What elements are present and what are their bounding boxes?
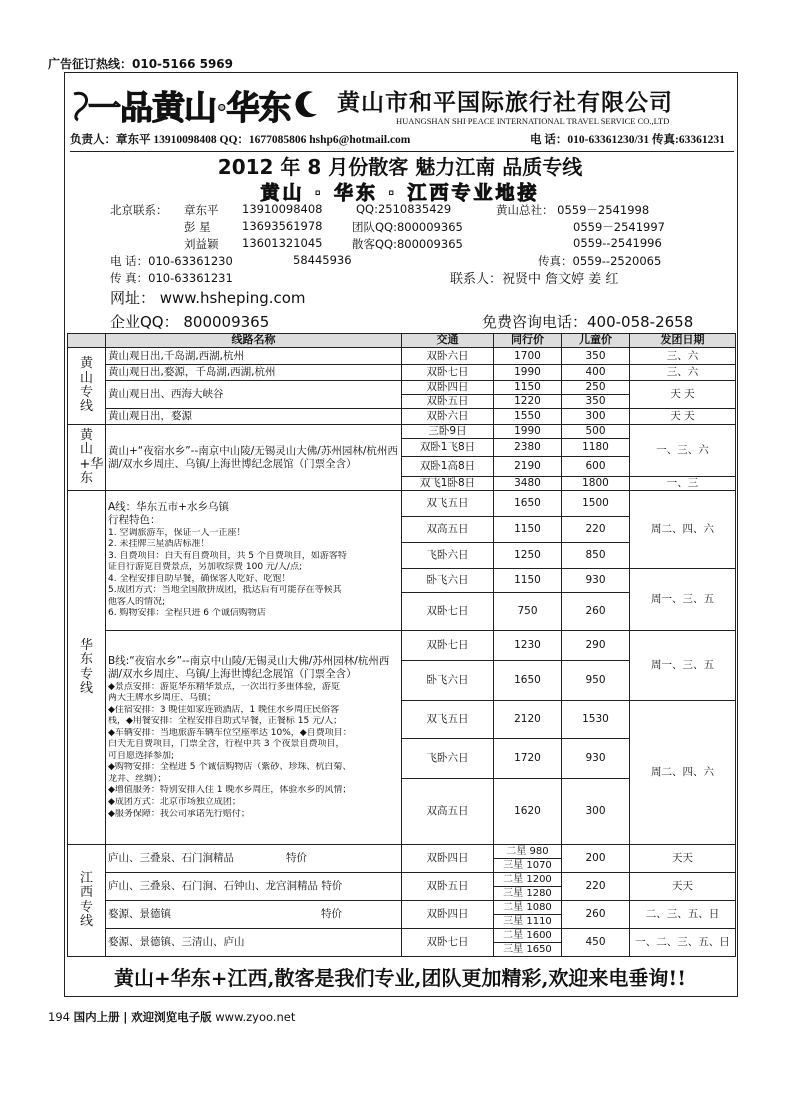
qq-main: QQ:2510835429: [356, 202, 452, 216]
dates: 天 天: [630, 409, 736, 425]
price: 2380: [494, 439, 562, 457]
traffic: 卧飞六日: [402, 569, 494, 593]
traffic: 飞卧六日: [402, 543, 494, 569]
logo-text: 一品黄山·华东: [88, 87, 291, 127]
price: 1620: [494, 779, 562, 845]
route-name: 黄山观日出、西海大峡谷: [106, 381, 402, 409]
price: 二星 1600: [494, 929, 562, 943]
table-row: [68, 348, 736, 365]
child-price: 300: [562, 409, 630, 425]
website: 网址： www.hsheping.com: [110, 289, 306, 307]
section-huangshan: 黄山专线: [68, 348, 106, 425]
contact-name: 章东平: [184, 203, 219, 217]
child-price: 930: [562, 739, 630, 779]
child-price: 450: [562, 929, 630, 957]
child-price: 400: [562, 365, 630, 381]
ad-hotline: 广告征订热线：010-5166 5969: [48, 57, 234, 71]
price: 1250: [494, 543, 562, 569]
table-row: [68, 631, 736, 661]
price: 2190: [494, 457, 562, 477]
contact-people: 联系人：祝贤中 詹文婷 姜 红: [450, 272, 619, 287]
price: 1720: [494, 739, 562, 779]
price: 3480: [494, 477, 562, 491]
child-price: 1180: [562, 439, 630, 457]
route-name: 庐山、三叠泉、石门涧、石钟山、龙宫洞精品 特价: [106, 873, 402, 901]
child-price: 220: [562, 873, 630, 901]
traffic: 双飞五日: [402, 491, 494, 517]
dates: 周二、四、六: [630, 491, 736, 569]
route-name: 婺源、景德镇、三清山、庐山: [106, 929, 402, 957]
child-price: 200: [562, 845, 630, 873]
child-price: 250: [562, 381, 630, 395]
table-row: [68, 381, 736, 395]
footer: [48, 1009, 295, 1025]
section-huangshan-huadong: 黄山+华东: [68, 425, 106, 491]
price: 1550: [494, 409, 562, 425]
traffic: 双卧七日: [402, 631, 494, 661]
free-hotline: 免费咨询电话：400-058-2658: [482, 313, 694, 331]
contact-bar: [70, 131, 734, 152]
table-row: [68, 409, 736, 425]
dates: 周一、三、五: [630, 569, 736, 631]
section-huadong: 华东专线: [68, 491, 106, 845]
price: 2120: [494, 701, 562, 739]
child-price: 1500: [562, 491, 630, 517]
contact-left: 负责人：章东平 13910098408 QQ：1677085806 hshp6@hotmail.com: [70, 134, 411, 146]
traffic: 双卧五日: [402, 395, 494, 409]
header-traffic: 交通: [402, 334, 494, 348]
dates: 周一、三、五: [630, 631, 736, 701]
price: 三星 1110: [494, 915, 562, 929]
price: 1230: [494, 631, 562, 661]
huangshan-phone-3: 0559--2541996: [573, 236, 662, 250]
dates: 天 天: [630, 381, 736, 409]
route-name: 婺源、景德镇 特价: [106, 901, 402, 929]
price: 二星 1200: [494, 873, 562, 887]
header-section: [68, 334, 106, 348]
traffic: 卧飞六日: [402, 661, 494, 701]
traffic: 双飞1卧8日: [402, 477, 494, 491]
fax-line: 传 真：010-63361231: [110, 271, 233, 285]
price: 1990: [494, 365, 562, 381]
a-line-details: A线：华东五市+水乡乌镇 行程特色： 1. 空调旅游车，保证一人一正座！ 2. 未挂牌三星酒店标准！ 3. 自费项目：白天有自费项目，共 5 个自费项目，如游客特 证自行游览自费景点，另加收综费 100 元/人/点; 4. 全程安排自助早餐，确保客人吃好、吃饱！ 5.成团方式：当地全国散拼成团，抵达后有可能存在等候其 他客人的情况; 6. 购物安排：全程只进 6 个诚信购物店: [106, 491, 402, 631]
footer-separator: |: [123, 1010, 128, 1024]
child-price: 930: [562, 569, 630, 593]
browse-text: 欢迎浏览电子版: [131, 1010, 212, 1024]
traffic: 双高五日: [402, 517, 494, 543]
table-header-row: [68, 334, 736, 348]
enterprise-qq: 企业QQ： 800009365: [110, 313, 270, 331]
table-row: [68, 929, 736, 943]
child-price: 300: [562, 779, 630, 845]
child-price: 260: [562, 901, 630, 929]
traffic: 双卧四日: [402, 901, 494, 929]
dates: 二、三、五、日: [630, 901, 736, 929]
route-name: 黄山观日出，婺源: [106, 409, 402, 425]
price: 二星 980: [494, 845, 562, 859]
tel-second: 58445936: [293, 253, 352, 267]
route-name: 黄山观日出,婺源，千岛湖,西湖,杭州: [106, 365, 402, 381]
price: 1150: [494, 381, 562, 395]
price: 三星 1070: [494, 859, 562, 873]
child-price: 1530: [562, 701, 630, 739]
traffic: 双卧六日: [402, 409, 494, 425]
company-english-name: HUANGSHAN SHI PEACE INTERNATIONAL TRAVEL SERVICE CO.,LTD: [396, 116, 670, 126]
child-price: 500: [562, 425, 630, 439]
section-name: 国内上册: [73, 1010, 120, 1024]
child-price: 260: [562, 593, 630, 631]
price: 1150: [494, 517, 562, 543]
company-name: 黄山市和平国际旅行社有限公司: [337, 89, 673, 116]
traffic: 双卧六日: [402, 348, 494, 365]
page-number: 194: [48, 1010, 70, 1024]
table-row: [68, 901, 736, 915]
route-name: 黄山+“夜宿水乡”--南京中山陵/无锡灵山大佛/苏州园林/杭州西湖/双水乡周庄、乌镇/上海世博纪念展馆（门票全含）: [106, 425, 402, 491]
traffic: 飞卧六日: [402, 739, 494, 779]
b-line-details: B线:“夜宿水乡”--南京中山陵/无锡灵山大佛/苏州园林/杭州西湖/双水乡周庄、乌镇/上海世博纪念展馆（门票全含） ◆景点安排：游览华东精华景点，一次出行多重体验，游览 两大王牌水乡周庄、乌镇； ◆住宿安排：3 晚住如家连锁酒店，1 晚住水乡周庄民俗客 栈，◆用餐安排：全程安排自助式早餐，正餐标 15 元/人； ◆车辆安排：当地旅游车辆车位空座率达 10%，◆自费项目： 白天无自费项目，门票全含，行程中共 3 个夜景自费项目， 可自愿选择参加; ◆购物安排：全程进 5 个诚信购物店（紫砂、珍珠、杭白菊、 龙井、丝绸）； ◆增值服务：特别安排入住 1 晚水乡周庄，体验水乡的风情； ◆成团方式：北京市场独立成团； ◆服务保障：我公司承诺先行赔付；: [106, 631, 402, 845]
dates: 天天: [630, 873, 736, 901]
tel-line: 电 话：010-63361230: [110, 254, 233, 268]
logo: [70, 83, 330, 127]
fax-huangshan: 传真：0559--2520065: [538, 254, 662, 268]
route-table: [67, 333, 736, 957]
table-row: [68, 365, 736, 381]
child-price: 850: [562, 543, 630, 569]
table-row: [68, 491, 736, 517]
traffic: 双卧七日: [402, 929, 494, 957]
traffic: 双卧1高8日: [402, 457, 494, 477]
dates: 一、三: [630, 477, 736, 491]
contact-phone: 13601321045: [242, 236, 323, 250]
subheadline: 黄山 · 华东 · 江西专业地接: [260, 182, 540, 204]
dates: 周二、四、六: [630, 701, 736, 845]
beijing-label: 北京联系：: [110, 203, 168, 217]
dates: 三、六: [630, 348, 736, 365]
traffic: 双卧七日: [402, 593, 494, 631]
dates: 一、三、六: [630, 425, 736, 477]
traffic: 双卧1飞8日: [402, 439, 494, 457]
traffic: 双卧七日: [402, 365, 494, 381]
traffic: 双卧四日: [402, 381, 494, 395]
child-price: 350: [562, 395, 630, 409]
child-price: 290: [562, 631, 630, 661]
price: 1650: [494, 661, 562, 701]
qq-group: 团队QQ:800009365: [352, 220, 463, 234]
traffic: 双飞五日: [402, 701, 494, 739]
dates: 一、二、三、五、日: [630, 929, 736, 957]
contact-name: 刘益颖: [184, 237, 219, 251]
dates: 三、六: [630, 365, 736, 381]
child-price: 1800: [562, 477, 630, 491]
logo-moon-icon: [291, 88, 321, 122]
price: 三星 1650: [494, 943, 562, 957]
header-dates: 发团日期: [630, 334, 736, 348]
huangshan-phone-2: 0559－2541997: [573, 220, 665, 234]
header-child-price: 儿童价: [562, 334, 630, 348]
child-price: 950: [562, 661, 630, 701]
price: 1990: [494, 425, 562, 439]
traffic: 双高五日: [402, 779, 494, 845]
traffic: 三卧9日: [402, 425, 494, 439]
contact-name: 彭 星: [184, 220, 211, 234]
price: 三星 1280: [494, 887, 562, 901]
dates: 天天: [630, 845, 736, 873]
price: 1700: [494, 348, 562, 365]
price: 二星 1080: [494, 901, 562, 915]
contact-phone: 13693561978: [242, 219, 323, 233]
table-row: [68, 873, 736, 887]
route-name: 黄山观日出,千岛湖,西湖,杭州: [106, 348, 402, 365]
child-price: 220: [562, 517, 630, 543]
contact-right: 电 话：010-63361230/31 传真:63361231: [530, 134, 725, 146]
traffic: 双卧五日: [402, 873, 494, 901]
table-row: [68, 425, 736, 439]
contact-phone: 13910098408: [242, 202, 323, 216]
section-jiangxi: 江西专线: [68, 845, 106, 957]
price: 750: [494, 593, 562, 631]
table-row: [68, 845, 736, 859]
qq-retail: 散客QQ:800009365: [352, 237, 463, 251]
price: 1150: [494, 569, 562, 593]
header-route: 线路名称: [106, 334, 402, 348]
child-price: 600: [562, 457, 630, 477]
price: 1650: [494, 491, 562, 517]
huangshan-hq-phone: 黄山总社： 0559－2541998: [496, 203, 650, 217]
child-price: 350: [562, 348, 630, 365]
price: 1220: [494, 395, 562, 409]
footer-url[interactable]: www.zyoo.net: [215, 1010, 296, 1024]
traffic: 双卧四日: [402, 845, 494, 873]
slogan: 黄山+华东+江西,散客是我们专业,团队更加精彩,欢迎来电垂询!!: [114, 966, 686, 990]
route-name: 庐山、三叠泉、石门涧精品 特价: [106, 845, 402, 873]
headline: 2012 年 8 月份散客 魅力江南 品质专线: [217, 155, 583, 179]
header-price: 同行价: [494, 334, 562, 348]
